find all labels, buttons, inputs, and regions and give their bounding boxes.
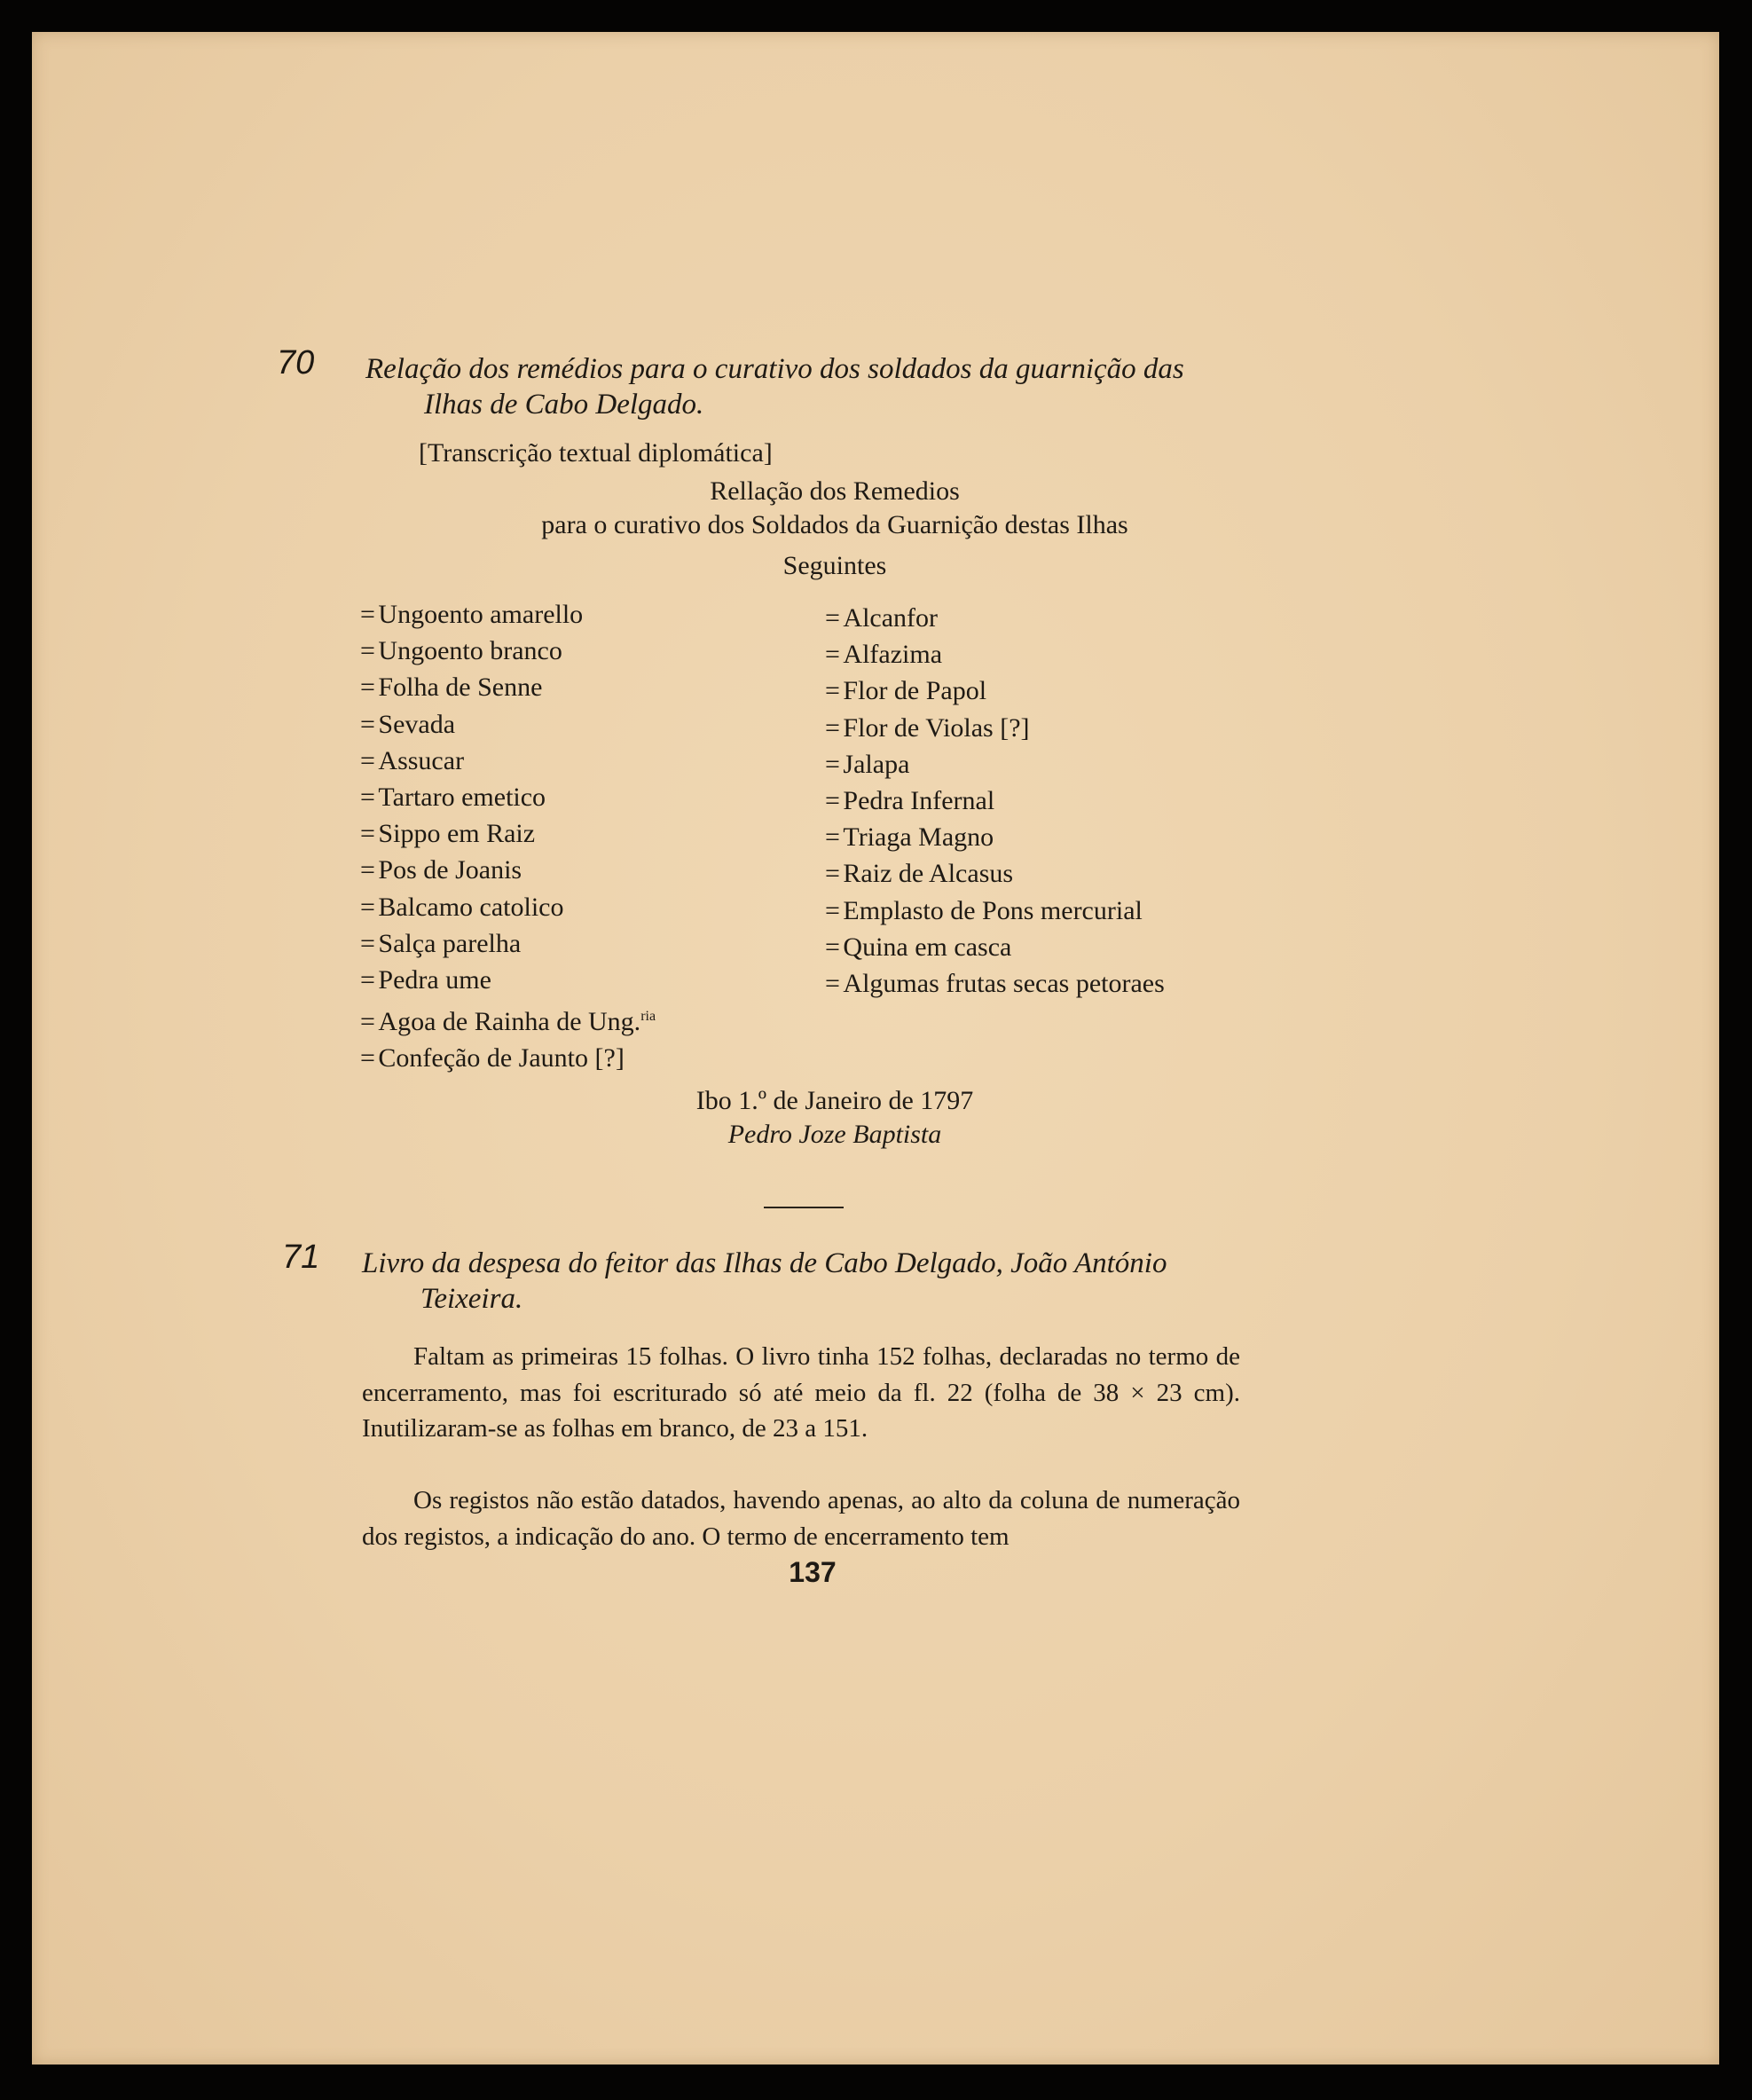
list-item: = Ungoento amarello [360,596,656,633]
list-item: = Algumas frutas secas petoraes [825,965,1165,1002]
entry-71-paragraph-2: Os registos não estão datados, havendo apenas, ao alto da coluna de numeração dos registos, a indicação do ano. O termo de encerramento tem [362,1486,1240,1551]
list-item-with-sup [360,998,656,1040]
list-heading-3: Seguintes [782,551,887,580]
entry-71-title [362,1246,1302,1317]
list-item: = Flor de Papol [825,672,1165,709]
entry-71-number: 71 [282,1239,320,1276]
list-item: = Ungoento branco [360,633,656,669]
entry-70-number: 70 [277,344,315,381]
entry-71-paragraph-1: Faltam as primeiras 15 folhas. O livro tinha 152 folhas, declaradas no termo de encerramento, mas foi escriturado só até meio da fl. 22 (folha de 38 × 23 cm). Inutilizaram-se as folhas em branco, de 23 a 151. [362,1342,1240,1443]
place-date: Ibo 1.º de Janeiro de 1797 [695,1086,974,1115]
list-item: = Alfazima [825,636,1165,672]
list-item: = Assucar [360,743,656,779]
page-number: 137 [789,1556,837,1588]
list-item: = Pos de Joanis [360,852,656,888]
entry-70-title [365,351,1306,422]
list-item: = Tartaro emetico [360,779,656,815]
list-item: = Flor de Violas [?] [825,710,1165,746]
list-heading-2: para o curativo dos Soldados da Guarnição destas Ilhas [541,510,1128,539]
signature: Pedro Joze Baptista [727,1120,942,1149]
list-heading-1: Rellação dos Remedios [710,476,960,506]
list-item: = Sippo em Raiz [360,815,656,852]
section-divider [764,1207,844,1208]
list-item-text: Agoa de Rainha de Ung. [378,1007,641,1037]
list-item: = Raiz de Alcasus [825,855,1165,892]
list-item: = Triaga Magno [825,819,1165,855]
entry-71-title-line2: Teixeira. [420,1283,523,1315]
list-item: = Pedra Infernal [825,783,1165,819]
list-item: = Jalapa [825,746,1165,783]
remedies-left-column [360,596,656,1077]
list-item: = Folha de Senne [360,669,656,705]
entry-70-title-line1: Relação dos remédios para o curativo dos soldados da guarnição das [365,353,1184,385]
list-item: = Salça parelha [360,925,656,962]
list-item: = Confeção de Jaunto [?] [360,1040,656,1076]
list-item: = Alcanfor [825,600,1165,636]
list-item: = Quina em casca [825,929,1165,965]
transcription-note: [Transcrição textual diplomática] [419,438,773,468]
list-item: = Sevada [360,706,656,743]
entry-71-title-line1: Livro da despesa do feitor das Ilhas de Cabo Delgado, João António [362,1247,1167,1279]
entry-70-title-line2: Ilhas de Cabo Delgado. [424,389,704,421]
list-item: = Emplasto de Pons mercurial [825,893,1165,929]
remedies-right-column [825,600,1165,1002]
superscript: ria [640,1009,656,1025]
document-page [32,32,1719,2065]
list-item: = Balcamo catolico [360,889,656,925]
list-item: = Pedra ume [360,962,656,998]
